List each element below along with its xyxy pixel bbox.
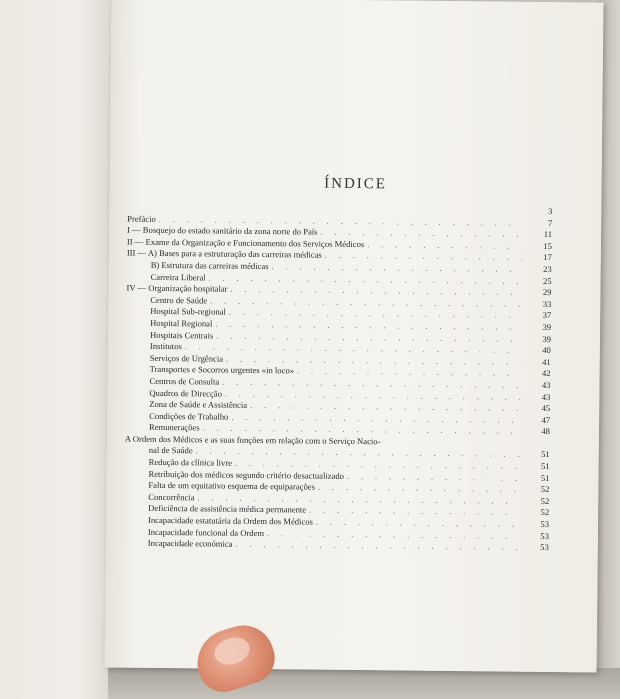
page-title: ÍNDICE <box>324 175 388 193</box>
toc-page-number: 52 <box>540 484 550 495</box>
toc-entry-text: Retribuição dos médicos segundo critério desactualizado <box>148 468 345 481</box>
toc-entry-text: Incapacidade funcional da Ordem <box>147 526 265 538</box>
toc-page-number: 43 <box>541 391 551 402</box>
toc-page-number: 7 <box>547 217 553 228</box>
toc-page-number: 11 <box>543 229 553 240</box>
toc-page-number: 3 <box>547 206 553 217</box>
toc-page-number: 48 <box>541 426 551 437</box>
toc-page-number: 53 <box>540 518 550 530</box>
toc-entry-text: Institutos <box>149 340 182 352</box>
toc-entry-text: Quadros de Direcção <box>149 387 222 399</box>
toc-entry-text: Remunerações <box>148 422 200 433</box>
toc-page-number: 40 <box>542 345 551 356</box>
toc-page-number: 43 <box>541 379 551 390</box>
toc-entry-text: Prefácio <box>127 213 156 224</box>
toc-entry-text: Centro de Saúde <box>150 294 208 306</box>
toc-page-number: 17 <box>543 252 552 263</box>
toc-entry-text: B) Estrutura das carreiras médicas <box>150 259 269 272</box>
toc-entry-text: nal de Saúde <box>148 445 193 456</box>
toc-page-number: 52 <box>540 495 550 506</box>
toc-entry-text: Centros de Consulta <box>149 375 220 387</box>
toc-page-number: 42 <box>541 368 551 379</box>
toc-page-number: 51 <box>540 472 550 483</box>
toc-leader-dots <box>235 539 518 554</box>
toc-entry-text: Hospitais Centrais <box>149 329 214 341</box>
toc-entry-text: Carreira Liberal <box>150 271 206 283</box>
toc-entry-text: Hospital Sub-regional <box>150 306 226 318</box>
toc-page-number: 23 <box>543 263 552 275</box>
previous-page-edge <box>0 0 112 699</box>
toc-entry-text: Incapacidade estatutária da Ordem dos Médicos <box>148 514 313 527</box>
toc-page-number: 45 <box>541 403 551 414</box>
toc-entry-text: Serviços de Urgência <box>149 352 224 364</box>
toc-page-number: 25 <box>542 275 552 286</box>
toc-entry-text: Redução da clínica livre <box>148 456 232 468</box>
toc-leader-dots <box>383 444 519 445</box>
toc-page-number: 47 <box>541 414 551 425</box>
toc-page-number: 53 <box>540 530 549 541</box>
toc-entry-text: Falta de um equitativo esquema de equiparações <box>148 480 316 492</box>
toc-page-number: 33 <box>542 298 552 309</box>
toc-entry-text: III — A) Bases para a estruturação das carreiras médicas <box>126 247 322 261</box>
toc-page-number: 51 <box>541 449 550 460</box>
book-page <box>105 0 604 673</box>
toc-page-number: 41 <box>542 356 551 367</box>
toc-leader-dots <box>130 202 522 206</box>
toc-entry-text: Concorrência <box>148 491 195 503</box>
toc-entry-text: II — Exame da Organização e Funcionamento dos Serviços Médicos <box>126 236 365 249</box>
toc-page-number: 51 <box>540 461 550 472</box>
toc-page-number: 53 <box>540 542 549 553</box>
toc-entry-text: Condições de Trabalho <box>149 410 229 422</box>
table-of-contents <box>124 202 553 554</box>
toc-page-number: 37 <box>542 310 552 321</box>
toc-entry-text: A Ordem dos Médicos e as suas funções em relação com o Serviço Nacio- <box>124 433 381 447</box>
toc-entry-text: IV — Organização hospitalar <box>126 282 228 294</box>
toc-page-number: 15 <box>543 240 552 251</box>
background-bottom <box>108 668 620 699</box>
toc-entry-text: Hospital Regional <box>150 317 213 329</box>
toc-entry-text: Zona de Saúde e Assistência <box>149 398 248 410</box>
toc-entry-text: Incapacidade económica <box>147 538 233 549</box>
toc-page-number: 52 <box>540 507 550 518</box>
toc-page-number: 39 <box>542 321 552 333</box>
toc-entry-text: Transportes e Socorros urgentes «in loco» <box>149 364 295 376</box>
toc-entry-text: I — Bosquejo do estado sanitário da zona norte do País <box>127 224 318 237</box>
toc-page-number: 29 <box>542 287 552 298</box>
toc-page-number: 39 <box>542 333 552 344</box>
toc-entry-text: Deficiência de assistência médica permanente <box>148 503 307 515</box>
